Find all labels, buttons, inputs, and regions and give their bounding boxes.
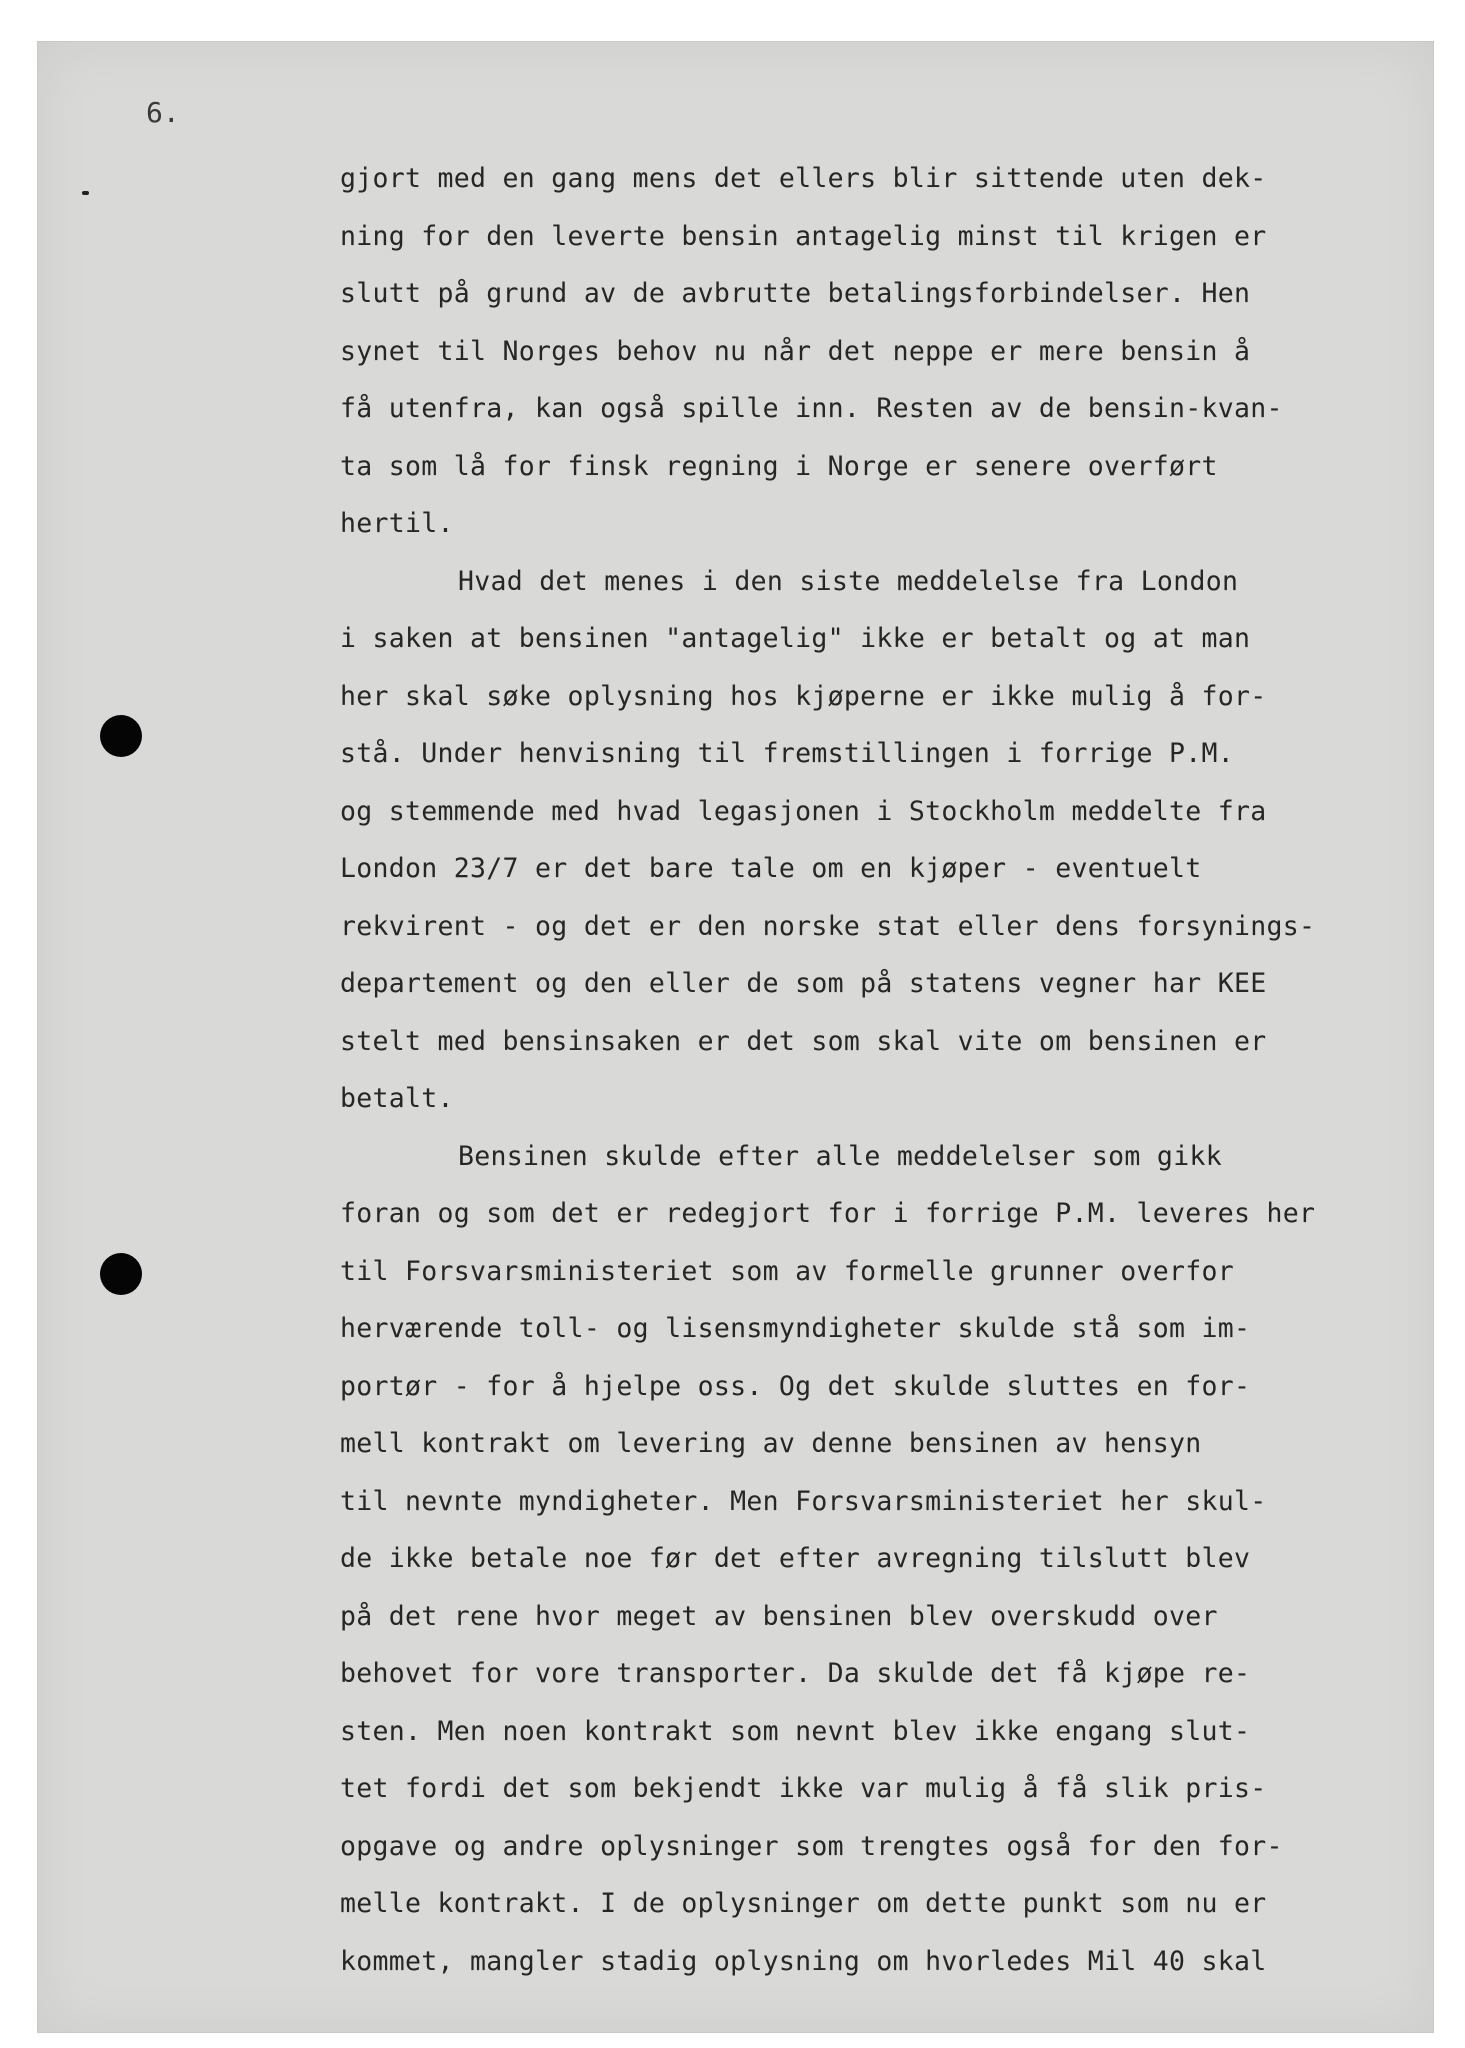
text-line: melle kontrakt. I de oplysninger om dette punkt som nu er	[340, 1888, 1267, 1919]
text-line: mell kontrakt om levering av denne bensinen av hensyn	[340, 1428, 1202, 1459]
text-line: i saken at bensinen "antagelig" ikke er betalt og at man	[340, 623, 1251, 654]
text-line: til Forsvarsministeriet som av formelle grunner overfor	[340, 1255, 1234, 1287]
text-line: ta som lå for finsk regning i Norge er senere overført	[340, 450, 1218, 482]
text-line: behovet for vore transporter. Da skulde det få kjøpe re-	[340, 1658, 1251, 1689]
text-line: London 23/7 er det bare tale om en kjøper - eventuelt	[340, 853, 1202, 884]
text-line: til nevnte myndigheter. Men Forsvarsministeriet her skul-	[340, 1485, 1267, 1517]
text-line: få utenfra, kan også spille inn. Resten av de bensin-kvan-	[340, 393, 1283, 424]
punch-hole-bottom	[100, 1253, 142, 1295]
paragraph-start-line: Hvad det menes i den siste meddelelse fra London	[458, 565, 1239, 597]
page-number: 6.	[146, 96, 180, 129]
paragraph-start-line: Bensinen skulde efter alle meddelelser som gikk	[458, 1140, 1222, 1172]
text-line: kommet, mangler stadig oplysning om hvorledes Mil 40 skal	[340, 1945, 1267, 1977]
text-line: portør - for å hjelpe oss. Og det skulde sluttes en for-	[340, 1370, 1251, 1402]
text-line: stå. Under henvisning til fremstillingen i forrige P.M.	[340, 738, 1234, 769]
text-line: på det rene hvor meget av bensinen blev overskudd over	[340, 1600, 1218, 1632]
text-line: foran og som det er redegjort for i forrige P.M. leveres her	[340, 1198, 1316, 1229]
text-line: og stemmende med hvad legasjonen i Stockholm meddelte fra	[340, 795, 1267, 827]
text-line: synet til Norges behov nu når det neppe er mere bensin å	[340, 335, 1251, 367]
punch-hole-top	[100, 715, 142, 757]
text-line: herværende toll- og lisensmyndigheter skulde stå som im-	[340, 1313, 1251, 1344]
text-line: gjort med en gang mens det ellers blir sittende uten dek-	[340, 163, 1267, 194]
text-line: stelt med bensinsaken er det som skal vite om bensinen er	[340, 1025, 1267, 1057]
text-line: departement og den eller de som på statens vegner har KEE	[340, 968, 1267, 999]
text-line: her skal søke oplysning hos kjøperne er ikke mulig å for-	[340, 680, 1267, 712]
text-line: opgave og andre oplysninger som trengtes også for den for-	[340, 1830, 1283, 1862]
text-line: ning for den leverte bensin antagelig minst til krigen er	[340, 220, 1267, 252]
text-line: tet fordi det som bekjendt ikke var mulig å få slik pris-	[340, 1773, 1267, 1804]
text-line: slutt på grund av de avbrutte betalingsforbindelser. Hen	[340, 278, 1251, 309]
text-line: sten. Men noen kontrakt som nevnt blev ikke engang slut-	[340, 1715, 1251, 1747]
text-line: rekvirent - og det er den norske stat eller dens forsynings-	[340, 910, 1316, 942]
text-line: betalt.	[340, 1083, 454, 1114]
text-line: hertil.	[340, 508, 454, 539]
ink-speck	[82, 191, 89, 195]
typewritten-text	[340, 150, 1340, 1990]
text-line: de ikke betale noe før det efter avregning tilslutt blev	[340, 1543, 1251, 1574]
